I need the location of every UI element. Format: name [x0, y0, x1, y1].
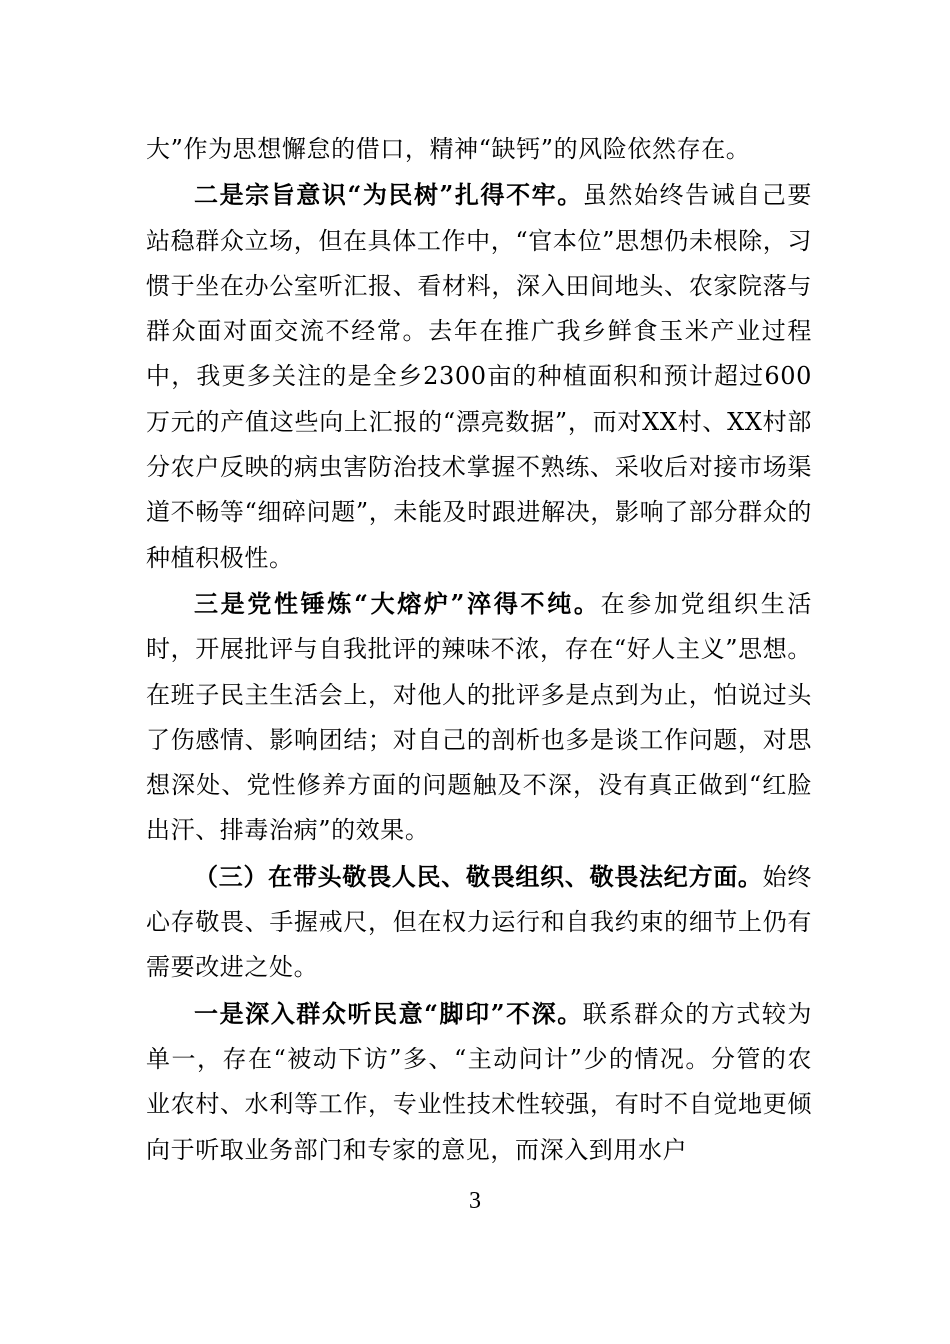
paragraph-lead: （三）在带头敬畏人民、敬畏组织、敬畏法纪方面。 [194, 861, 763, 891]
paragraph-text: 虽然始终告诫自己要站稳群众立场，但在具体工作中，“官本位”思想仍未根除，习惯于坐在办公室听汇报、看材料，深入田间地头、农家院落与群众面对面交流不经常。去年在推广我乡鲜食玉米产业过程中，我更多关注的是全乡2300亩的种植面积和预计超过600万元的产值这些向上汇报的“漂亮数据”，而对XX村、XX村部分农户反映的病虫害防治技术掌握不熟练、采收后对接市场渠道不畅等“细碎问题”，未能及时跟进解决，影响了部分群众的种植积极性。 [146, 181, 812, 572]
document-body [146, 126, 812, 1173]
paragraph-party-spirit [146, 581, 812, 854]
paragraph-text: 始终心存敬畏、手握戒尺，但在权力运行和自我约束的细节上仍有需要改进之处。 [146, 862, 812, 982]
paragraph-continuation [146, 126, 812, 172]
paragraph-text: 在参加党组织生活时，开展批评与自我批评的辣味不浓，存在“好人主义”思想。在班子民主生活会上，对他人的批评多是点到为止，怕说过头了伤感情、影响团结；对自己的剖析也多是谈工作问题，对思想深处、党性修养方面的问题触及不深，没有真正做到“红脸出汗、排毒治病”的效果。 [146, 589, 812, 845]
paragraph-lead: 三是党性锤炼“大熔炉”淬得不纯。 [194, 588, 601, 618]
paragraph-text: 大”作为思想懈怠的借口，精神“缺钙”的风险依然存在。 [146, 135, 751, 163]
section-heading-three [146, 854, 812, 991]
page-number: 3 [469, 1188, 481, 1214]
paragraph-lead: 二是宗旨意识“为民树”扎得不牢。 [194, 180, 583, 210]
paragraph-lead: 一是深入群众听民意“脚印”不深。 [194, 998, 583, 1028]
paragraph-purpose-awareness [146, 172, 812, 581]
paragraph-text: 联系群众的方式较为单一，存在“被动下访”多、“主动问计”少的情况。分管的农业农村、水利等工作，专业性技术性较强，有时不自觉地更倾向于听取业务部门和专家的意见，而深入到用水户 [146, 999, 812, 1164]
paragraph-public-opinion [146, 991, 812, 1173]
